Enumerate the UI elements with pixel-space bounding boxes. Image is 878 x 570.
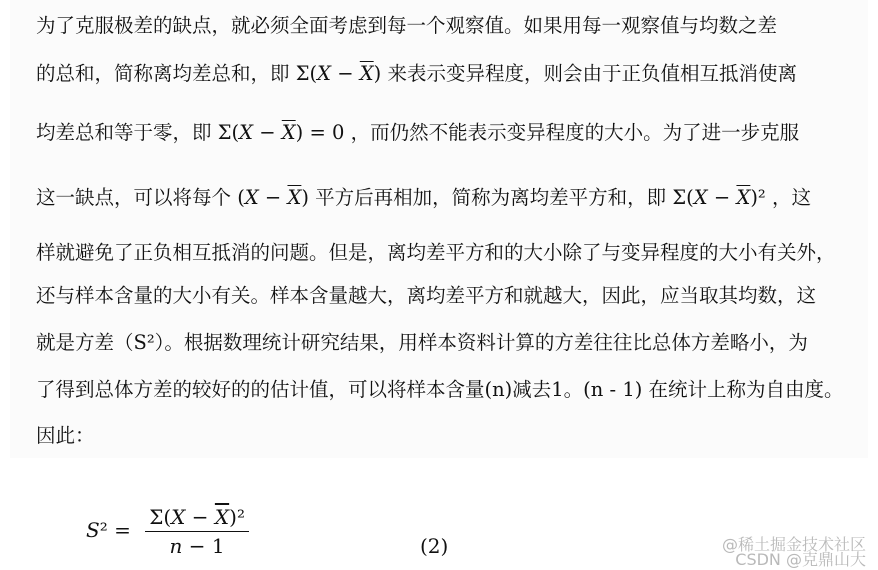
paragraph-line-1: 为了克服极差的缺点，就必须全面考虑到每一个观察值。如果用每一观察值与均数之差 <box>36 14 778 37</box>
text-segment: ，而仍然不能表示变异程度的大小。为了进一步克服 <box>350 121 800 144</box>
paragraph-line-7: 就是方差（S²）。根据数理统计研究结果，用样本资料计算的方差往往比总体方差略小，为 <box>36 331 808 354</box>
text-segment: 均差总和等于零，即 <box>36 121 212 144</box>
deviation-expr: $(X - \overline{X})$ <box>237 186 309 209</box>
text-segment: ，这 <box>771 186 811 209</box>
equation-number: (2) <box>420 534 449 558</box>
paragraph-line-3 <box>36 121 858 145</box>
text-panel <box>10 0 868 458</box>
text-segment: 来表示变异程度，则会由于正负值相互抵消使离 <box>387 62 797 85</box>
formula-fraction <box>145 505 249 558</box>
paragraph-line-5: 样就避免了正负相互抵消的问题。但是，离均差平方和的大小除了与变异程度的大小有关外， <box>36 241 836 264</box>
text-segment: 平方后再相加，简称为离均差平方和，即 <box>315 186 667 209</box>
sum-squares-expr: $\Sigma(X - \overline{X})^2$ <box>672 186 766 209</box>
paragraph-line-2 <box>36 62 858 86</box>
formula-denominator: n − 1 <box>169 534 225 558</box>
sum-deviation-expr: $\Sigma(X - \overline{X})$ <box>295 62 382 85</box>
variance-formula <box>86 505 249 558</box>
paragraph-line-4 <box>36 186 858 210</box>
text-segment: 的总和，简称离均差总和，即 <box>36 62 290 85</box>
watermark-juejin: @稀土掘金技术社区 <box>721 535 866 554</box>
watermark-csdn: CSDN @克鼎山大 <box>735 550 866 569</box>
formula-lhs: S² = <box>86 518 131 542</box>
paragraph-line-6: 还与样本含量的大小有关。样本含量越大，离均差平方和就越大，因此，应当取其均数，这 <box>36 284 817 307</box>
sum-equals-zero-expr: $\Sigma(X - \overline{X}) = 0$ <box>217 121 345 144</box>
paragraph-line-8: 了得到总体方差的较好的的估计值，可以将样本含量(n)减去1。(n - 1) 在统计上称为自由度。 <box>36 378 844 401</box>
text-segment: 这一缺点，可以将每个 <box>36 186 232 209</box>
paragraph-line-9: 因此： <box>36 424 95 447</box>
formula-numerator: $\Sigma(X - \overline{X})^2$ <box>145 505 249 532</box>
